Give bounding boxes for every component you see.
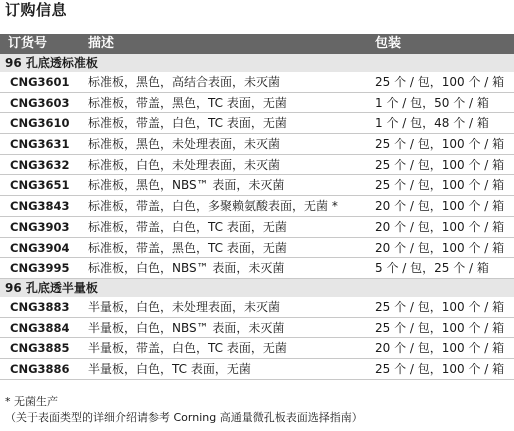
cell-packaging: 25 个 / 包，100 个 / 箱: [375, 178, 505, 193]
page-title: 订购信息: [5, 1, 68, 19]
table-row: [0, 297, 514, 318]
footnote-sterile: * 无菌生产: [5, 395, 58, 408]
cell-packaging: 25 个 / 包，100 个 / 箱: [375, 137, 505, 152]
group-heading: [0, 279, 514, 297]
order-table: [0, 34, 514, 380]
cell-description: 半量板，白色，NBS™ 表面，未灭菌: [88, 320, 285, 335]
cell-catalog-number: CNG3603: [10, 95, 70, 110]
table-row: [0, 238, 514, 259]
cell-catalog-number: CNG3886: [10, 361, 70, 376]
cell-packaging: 20 个 / 包，100 个 / 箱: [375, 341, 505, 356]
cell-packaging: 25 个 / 包，100 个 / 箱: [375, 361, 505, 376]
cell-description: 标准板，黑色，未处理表面，未灭菌: [88, 137, 281, 152]
table-row: [0, 258, 514, 279]
cell-description: 标准板，带盖，黑色，TC 表面，无菌: [88, 95, 287, 110]
cell-description: 半量板，带盖，白色，TC 表面，无菌: [88, 341, 287, 356]
table-row: [0, 134, 514, 155]
cell-catalog-number: CNG3632: [10, 157, 70, 172]
cell-description: 标准板，带盖，黑色，TC 表面，无菌: [88, 240, 287, 255]
column-header-pack: 包装: [375, 36, 402, 51]
cell-packaging: 25 个 / 包，100 个 / 箱: [375, 157, 505, 172]
table-row: [0, 72, 514, 93]
column-header-id: 订货号: [8, 36, 48, 51]
table-row: [0, 93, 514, 114]
table-row: [0, 155, 514, 176]
cell-catalog-number: CNG3904: [10, 240, 70, 255]
cell-description: 标准板，白色，NBS™ 表面，未灭菌: [88, 261, 285, 276]
table-body: [0, 54, 514, 380]
table-row: [0, 217, 514, 238]
cell-catalog-number: CNG3903: [10, 219, 70, 234]
cell-packaging: 1 个 / 包，48 个 / 箱: [375, 116, 489, 131]
footnote-reference: （关于表面类型的详细介绍请参考 Corning 高通量微孔板表面选择指南）: [5, 411, 363, 424]
cell-description: 标准板，白色，未处理表面，未灭菌: [88, 157, 281, 172]
cell-catalog-number: CNG3843: [10, 199, 70, 214]
table-row: [0, 113, 514, 134]
cell-packaging: 20 个 / 包，100 个 / 箱: [375, 219, 505, 234]
cell-catalog-number: CNG3631: [10, 137, 70, 152]
cell-description: 标准板，带盖，白色，TC 表面，无菌: [88, 116, 287, 131]
cell-description: 半量板，白色，未处理表面，未灭菌: [88, 299, 281, 314]
footnotes: [5, 394, 363, 426]
cell-description: 半量板，白色，TC 表面，无菌: [88, 361, 251, 376]
group-heading-label: 96 孔底透半量板: [5, 280, 98, 295]
table-row: [0, 196, 514, 217]
cell-packaging: 20 个 / 包，100 个 / 箱: [375, 240, 505, 255]
cell-catalog-number: CNG3885: [10, 341, 70, 356]
cell-packaging: 20 个 / 包，100 个 / 箱: [375, 199, 505, 214]
cell-catalog-number: CNG3883: [10, 299, 70, 314]
cell-packaging: 25 个 / 包，100 个 / 箱: [375, 320, 505, 335]
cell-packaging: 1 个 / 包，50 个 / 箱: [375, 95, 489, 110]
table-row: [0, 318, 514, 339]
cell-description: 标准板，黑色，高结合表面，未灭菌: [88, 75, 281, 89]
cell-catalog-number: CNG3610: [10, 116, 70, 131]
cell-catalog-number: CNG3651: [10, 178, 70, 193]
column-header-desc: 描述: [88, 36, 115, 51]
group-heading-label: 96 孔底透标准板: [5, 56, 98, 70]
table-row: [0, 359, 514, 380]
cell-description: 标准板，带盖，白色，TC 表面，无菌: [88, 219, 287, 234]
cell-description: 标准板，黑色，NBS™ 表面，未灭菌: [88, 178, 285, 193]
table-header: [0, 34, 514, 54]
cell-description: 标准板，带盖，白色，多聚赖氨酸表面，无菌 *: [88, 199, 338, 214]
table-row: [0, 338, 514, 359]
group-heading: [0, 54, 514, 72]
cell-packaging: 5 个 / 包，25 个 / 箱: [375, 261, 489, 276]
table-row: [0, 175, 514, 196]
cell-catalog-number: CNG3995: [10, 261, 70, 276]
cell-catalog-number: CNG3884: [10, 320, 70, 335]
cell-packaging: 25 个 / 包，100 个 / 箱: [375, 299, 505, 314]
cell-catalog-number: CNG3601: [10, 75, 70, 89]
cell-packaging: 25 个 / 包，100 个 / 箱: [375, 75, 505, 89]
